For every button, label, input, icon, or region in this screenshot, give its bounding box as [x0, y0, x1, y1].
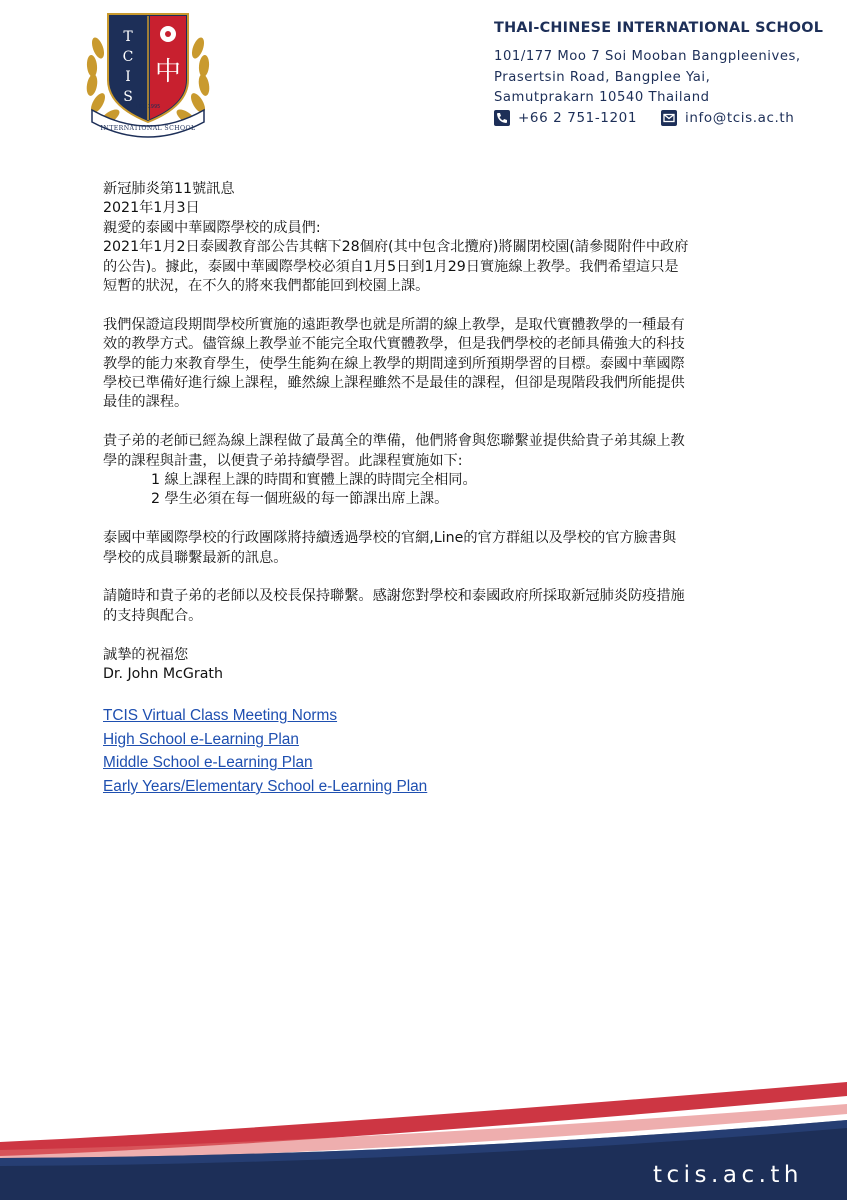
paragraph-1-line: 的公告)。據此，泰國中華國際學校必須自1月5日到1月29日實施線上教學。我們希望這只是: [103, 258, 679, 275]
paragraph-4-line: 泰國中華國際學校的行政團隊將持續透過學校的官網,Line的官方群組以及學校的官方臉書與: [103, 530, 677, 547]
footer-url: tcis.ac.th: [653, 1162, 803, 1188]
link-virtual-class-norms[interactable]: TCIS Virtual Class Meeting Norms: [103, 707, 338, 725]
link-high-school-plan[interactable]: High School e-Learning Plan: [103, 730, 299, 748]
letter-greeting: 親愛的泰國中華國際學校的成員們:: [103, 219, 321, 236]
paragraph-5-line: 請隨時和貴子弟的老師以及校長保持聯繫。感謝您對學校和泰國政府所採取新冠肺炎防疫措施: [103, 588, 685, 605]
email-address: info@tcis.ac.th: [685, 110, 795, 126]
resource-links: [103, 704, 763, 798]
link-middle-school-plan[interactable]: Middle School e-Learning Plan: [103, 754, 313, 772]
letter-closing: 誠摯的祝福您: [103, 646, 189, 663]
paragraph-2: [103, 316, 763, 413]
paragraph-1-line: 2021年1月2日泰國教育部公告其轄下28個府(其中包含北攬府)將關閉校園(請參閱附件中政府: [103, 239, 689, 256]
link-early-years-plan[interactable]: Early Years/Elementary School e-Learning Plan: [103, 777, 428, 795]
address-line-2: Prasertsin Road, Bangplee Yai,: [494, 69, 711, 85]
paragraph-4: [103, 529, 763, 568]
paragraph-1-line: 短暫的狀況，在不久的將來我們都能回到校園上課。: [103, 278, 430, 295]
paragraph-3: [103, 432, 763, 510]
logo-initial-t: T: [123, 29, 133, 45]
email-contact: [661, 110, 794, 126]
paragraph-5-line: 的支持與配合。: [103, 607, 203, 624]
paragraph-4-line: 學校的成員聯繫最新的訊息。: [103, 549, 288, 566]
address-line-3: Samutprakarn 10540 Thailand: [494, 90, 710, 105]
school-header: [494, 20, 824, 109]
logo-char: 中: [154, 57, 182, 87]
letter-date: 2021年1月3日: [103, 200, 200, 217]
tcis-logo: [78, 8, 218, 140]
paragraph-3-line: 貴子弟的老師已經為線上課程做了最萬全的準備，他們將會與您聯繫並提供給貴子弟其線上教: [103, 433, 685, 450]
address-line-1: 101/177 Moo 7 Soi Mooban Bangpleenives,: [494, 49, 801, 64]
logo-ribbon-text: INTERNATIONAL SCHOOL: [100, 125, 196, 132]
phone-icon: [494, 110, 510, 126]
logo-initial-s: S: [123, 89, 133, 105]
paragraph-2-line: 教學的能力來教育學生，使學生能夠在線上教學的期間達到所預期學習的目標。泰國中華國際: [103, 355, 685, 372]
letter-body: [103, 180, 763, 798]
paragraph-2-line: 我們保證這段期間學校所實施的遠距教學也就是所謂的線上教學，是取代實體教學的一種最有: [103, 316, 685, 333]
phone-number: +66 2 751-1201: [518, 110, 638, 126]
paragraph-3-line: 學的課程與計畫，以便貴子弟持續學習。此課程實施如下:: [103, 452, 463, 469]
school-name: THAI-CHINESE INTERNATIONAL SCHOOL: [494, 20, 824, 36]
course-rule-item: 1 線上課程上課的時間和實體上課的時間完全相同。: [151, 472, 477, 489]
mail-icon: [661, 110, 677, 126]
letter-signature: Dr. John McGrath: [103, 666, 223, 683]
letter-title: 新冠肺炎第11號訊息: [103, 181, 235, 197]
paragraph-2-line: 效的教學方式。儘管線上教學並不能完全取代實體教學，但是我們學校的老師具備強大的科技: [103, 336, 685, 353]
logo-est: EST. 1995: [135, 104, 161, 110]
logo-initial-c: C: [122, 49, 134, 65]
logo-initial-i: I: [125, 69, 131, 85]
course-rule-item: 2 學生必須在每一個班級的每一節課出席上課。: [151, 491, 449, 508]
paragraph-1: [103, 238, 763, 296]
phone-contact: [494, 110, 637, 126]
paragraph-5: [103, 587, 763, 626]
paragraph-2-line: 學校已準備好進行線上課程，雖然線上課程雖然不是最佳的課程，但卻是現階段我們所能提供: [103, 375, 685, 392]
paragraph-2-line: 最佳的課程。: [103, 394, 189, 411]
